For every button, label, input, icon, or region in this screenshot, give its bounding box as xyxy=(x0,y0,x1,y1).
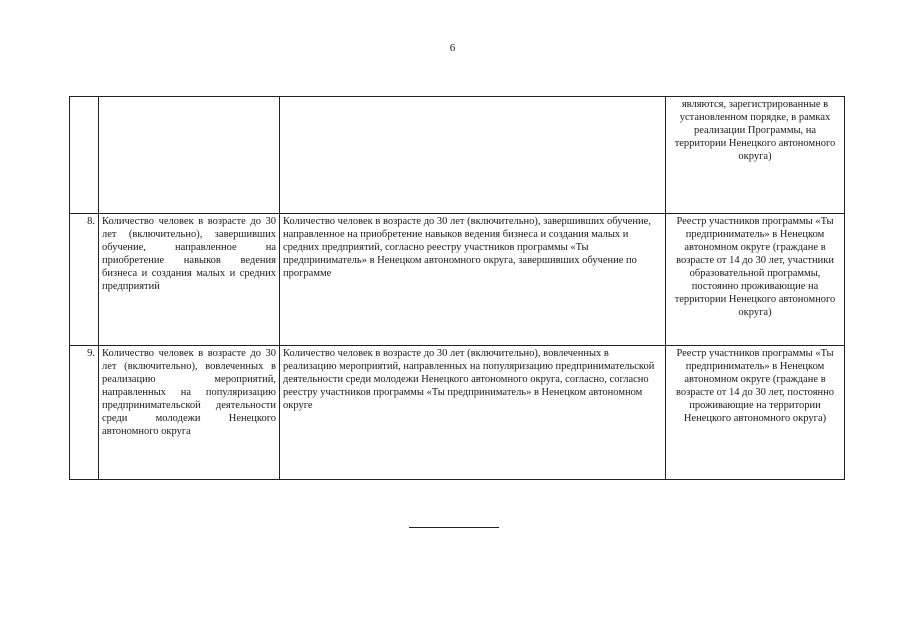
row-number: 9. xyxy=(70,346,99,480)
table-row xyxy=(70,97,845,214)
indicator-name xyxy=(99,97,280,214)
indicator-source: Реестр участников программы «Ты предприниматель» в Ненецком автономном округе (граждане в возрасте от 14 до 30 лет, постоянно проживающие на территории Ненецкого автономного округа) xyxy=(666,346,845,480)
indicator-source: являются, зарегистрированные в установленном порядке, в рамках реализации Программы, на территории Ненецкого автономного округа) xyxy=(666,97,845,214)
table-row xyxy=(70,346,845,480)
indicator-name: Количество человек в возрасте до 30 лет (включительно), завершивших обучение, направленное на приобретение навыков ведения бизнеса и создания малых и средних предприятий xyxy=(99,214,280,346)
page-number: 6 xyxy=(449,42,456,54)
indicator-description: Количество человек в возрасте до 30 лет (включительно), вовлеченных в реализацию мероприятий, направленных на популяризацию предпринимательской деятельности среди молодежи Ненецкого автономного округа, согласно, согласно реестру участников программы «Ты предприниматель» в Ненецком автономном округе xyxy=(280,346,666,480)
indicator-name: Количество человек в возрасте до 30 лет (включительно), вовлеченных в реализацию мероприятий, направленных на популяризацию предпринимательской деятельности среди молодежи Ненецкого автономного округа xyxy=(99,346,280,480)
indicator-description xyxy=(280,97,666,214)
indicator-description: Количество человек в возрасте до 30 лет (включительно), завершивших обучение, направленное на приобретение навыков ведения бизнеса и создания малых и средних предприятий, согласно реестру участников программы «Ты предприниматель» в Ненецком автономного округа, завершивших обучение по программе xyxy=(280,214,666,346)
indicator-source: Реестр участников программы «Ты предприниматель» в Ненецком автономном округе (граждане в возрасте от 14 до 30 лет, участники образовательной программы, постоянно проживающие на территории Ненецкого автономного округа) xyxy=(666,214,845,346)
end-separator-line xyxy=(409,527,499,528)
row-number xyxy=(70,97,99,214)
row-number: 8. xyxy=(70,214,99,346)
table-row xyxy=(70,214,845,346)
indicators-table xyxy=(69,96,845,480)
